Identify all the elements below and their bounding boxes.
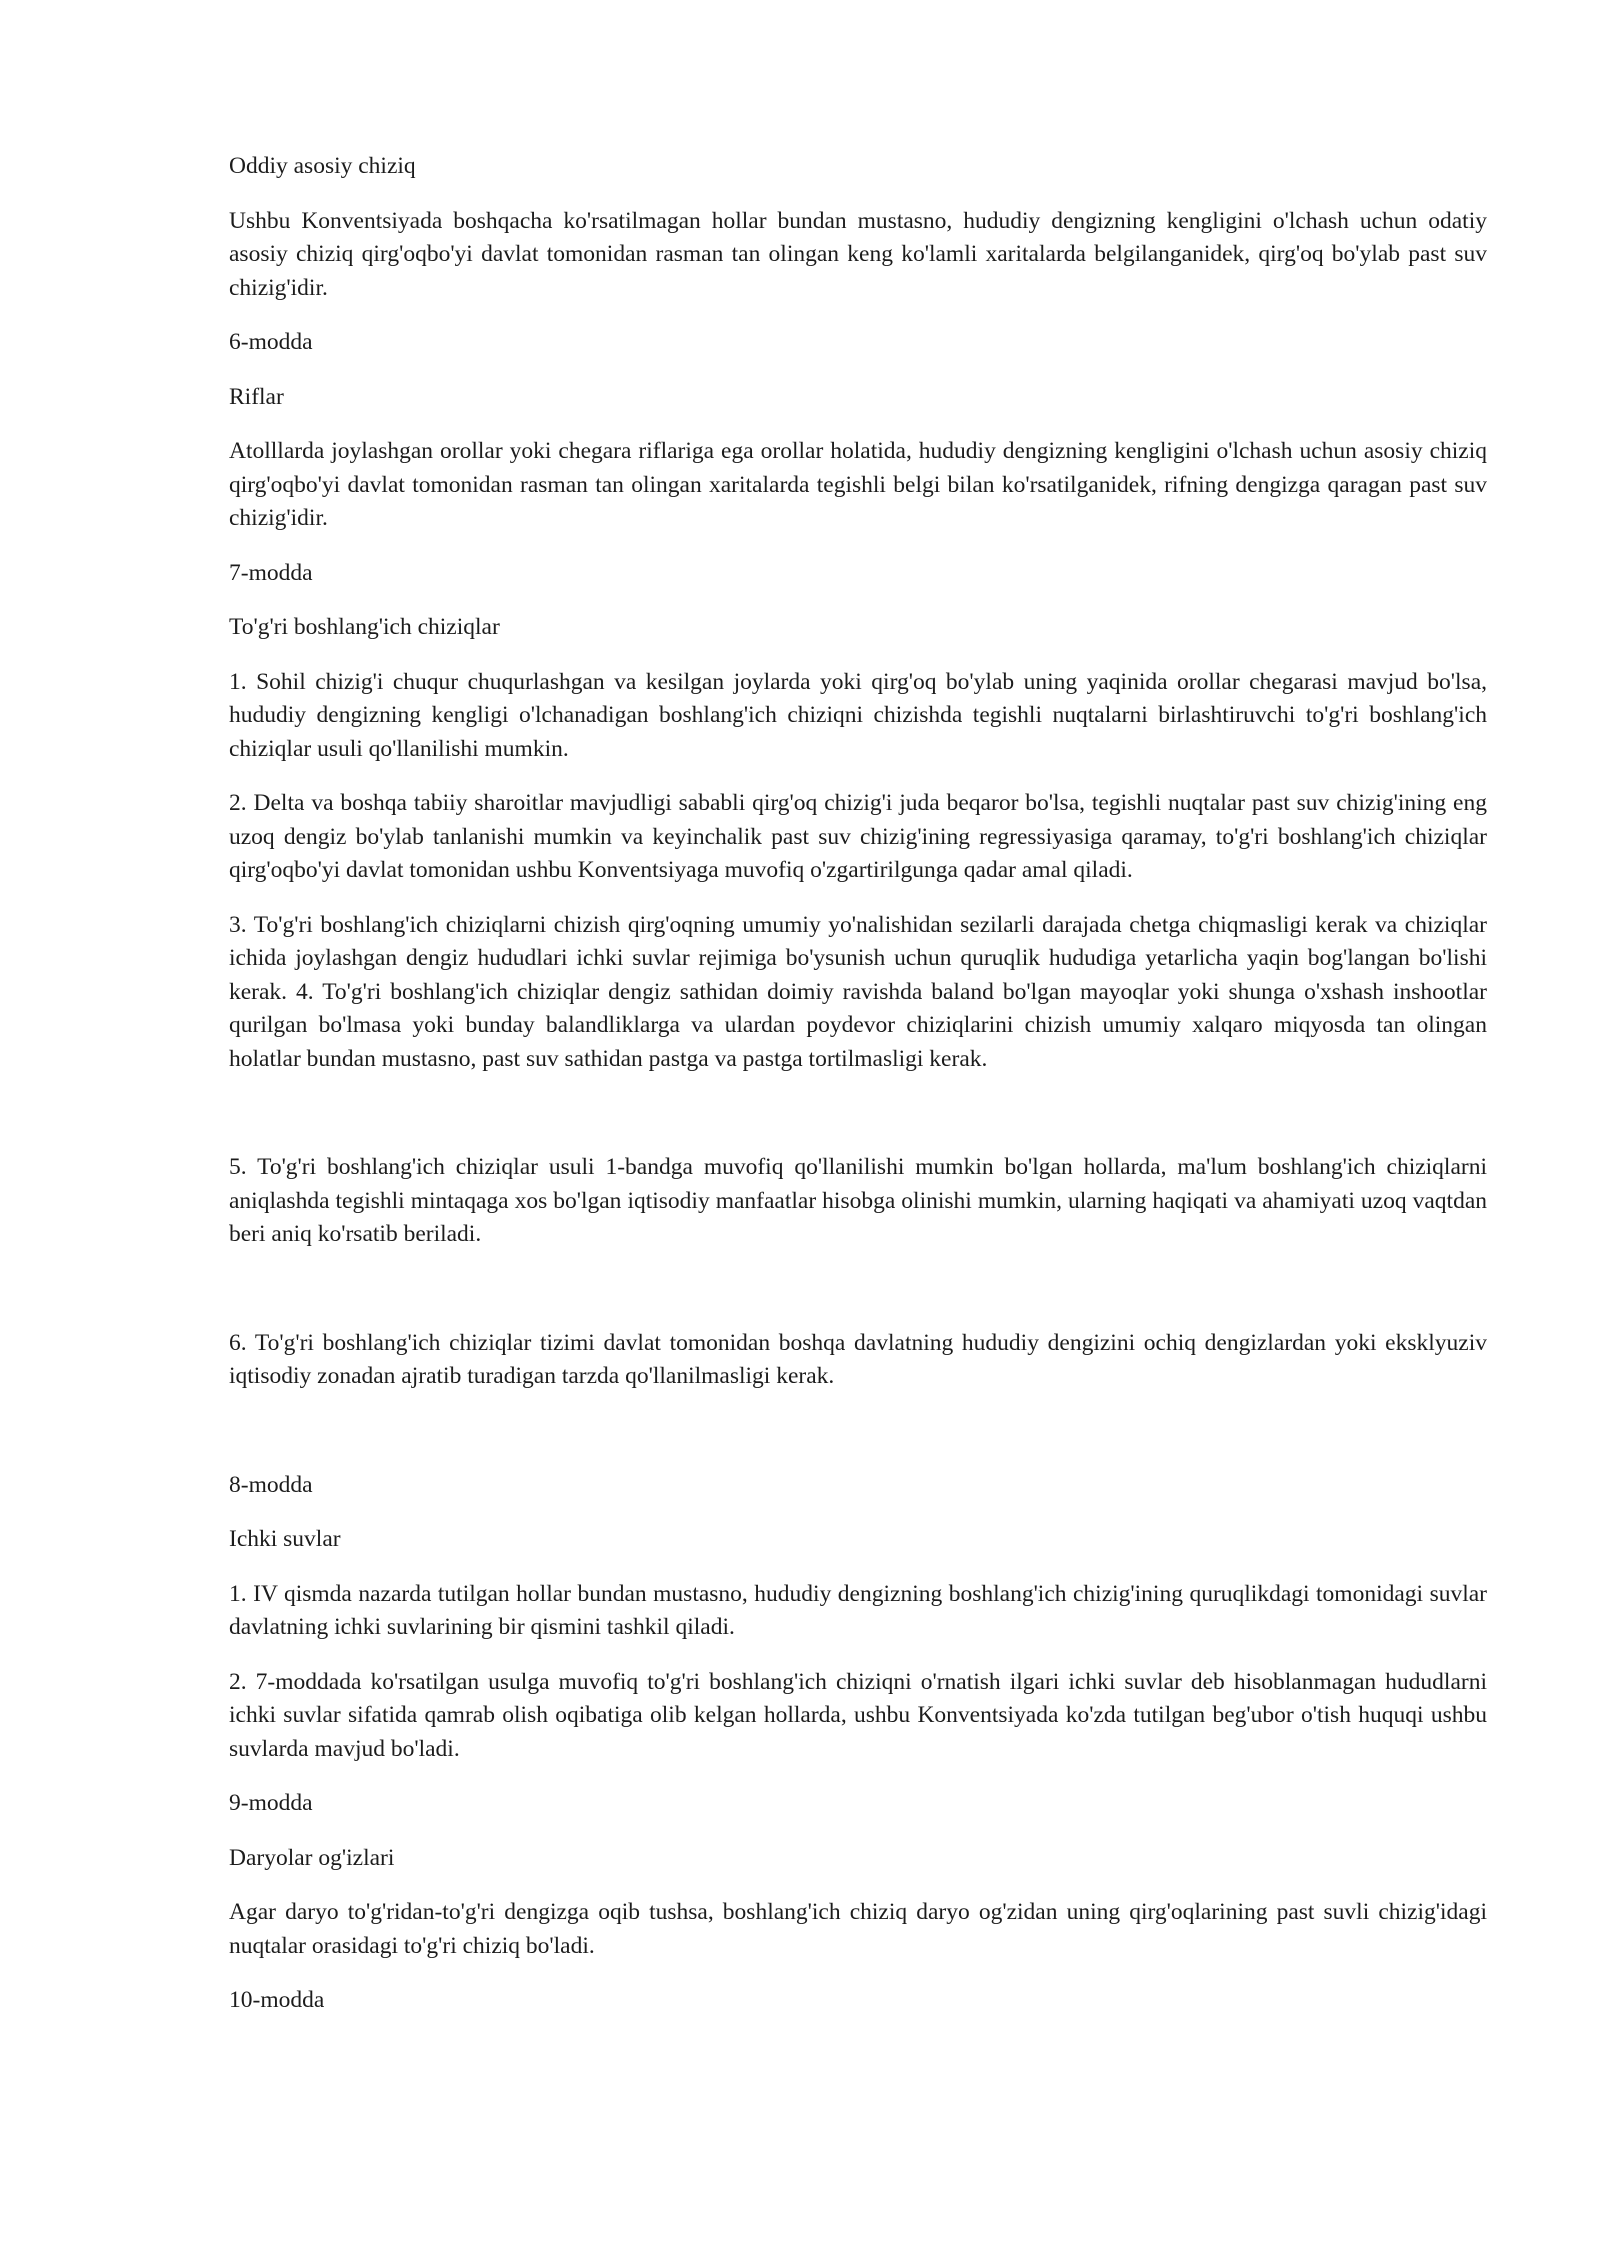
article-title: Daryolar og'izlari: [229, 1844, 395, 1871]
blank-gap: [229, 1415, 1487, 1469]
paragraph: 3. To'g'ri boshlang'ich chiziqlarni chizish qirg'oqning umumiy yo'nalishidan sezilarli darajada chetga chiqmasligi kerak va chiziqlar ichida joylashgan dengiz hududlari ichki suvlar rejimiga bo'ysunish uchun quruqlik hududiga yetarlicha yaqin bog'langan bo'lishi kerak. 4. To'g'ri boshlang'ich chiziqlar dengiz sathidan doimiy ravishda baland bo'lgan mayoqlar yoki shunga o'xshash inshootlar qurilgan bo'lmasa yoki bunday balandliklarga va ulardan poydevor chiziqlarini chizish umumiy xalqaro miqyosda tan olingan holatlar bundan mustasno, past suv sathidan pastga va pastga tortilmasligi kerak.: [229, 911, 1487, 1072]
article-title: Riflar: [229, 383, 284, 410]
paragraph: 1. IV qismda nazarda tutilgan hollar bundan mustasno, hududiy dengizning boshlang'ich chizig'ining quruqlikdagi tomonidagi suvlar davlatning ichki suvlarining bir qismini tashkil qiladi.: [229, 1580, 1487, 1640]
article-title: Ichki suvlar: [229, 1526, 341, 1552]
paragraph: 6. To'g'ri boshlang'ich chiziqlar tizimi davlat tomonidan boshqa davlatning hududiy dengizini ochiq dengizlardan yoki eksklyuziv iqtisodiy zonadan ajratib turadigan tarzda qo'llanilmasligi kerak.: [229, 1329, 1487, 1389]
article-number: 6-modda: [229, 329, 313, 355]
blank-gap: [229, 1097, 1487, 1151]
paragraph: 2. 7-moddada ko'rsatilgan usulga muvofiq to'g'ri boshlang'ich chiziqni o'rnatish ilgari ichki suvlar deb hisoblanmagan hududlarni ichki suvlar sifatida qamrab olish oqibatiga olib kelgan hollarda, ushbu Konventsiyada ko'zda tutilgan beg'ubor o'tish huquqi ushbu suvlarda mavjud bo'ladi.: [229, 1668, 1487, 1762]
article-number: 8-modda: [229, 1471, 313, 1498]
paragraph: Atolllarda joylashgan orollar yoki chegara riflariga ega orollar holatida, hududiy dengizning kengligini o'lchash uchun asosiy chiziq qirg'oqbo'yi davlat tomonidan rasman tan olingan xaritalarda tegishli belgi bilan ko'rsatilganidek, rifning dengizga qaragan past suv chizig'idir.: [229, 438, 1487, 531]
article-number: 10-modda: [229, 1987, 325, 2013]
paragraph: 5. To'g'ri boshlang'ich chiziqlar usuli 1-bandga muvofiq qo'llanilishi mumkin bo'lgan hollarda, ma'lum boshlang'ich chiziqlarni aniqlashda tegishli mintaqaga xos bo'lgan iqtisodiy manfaatlar hisobga olinishi mumkin, ularning haqiqati va ahamiyati uzoq vaqtdan beri aniq ko'rsatib beriladi.: [229, 1154, 1487, 1247]
article-number: 9-modda: [229, 1790, 313, 1816]
paragraph: 1. Sohil chizig'i chuqur chuqurlashgan va kesilgan joylarda yoki qirg'oq bo'ylab uning yaqinida orollar chegarasi mavjud bo'lsa, hududiy dengizning kengligi o'lchanadigan boshlang'ich chiziqni chizishda tegishli nuqtalarni birlashtiruvchi to'g'ri boshlang'ich chiziqlar usuli qo'llanilishi mumkin.: [229, 668, 1487, 762]
article-title: To'g'ri boshlang'ich chiziqlar: [229, 614, 500, 640]
blank-gap: [229, 1273, 1487, 1327]
paragraph: Ushbu Konventsiyada boshqacha ko'rsatilmagan hollar bundan mustasno, hududiy dengizning kengligini o'lchash uchun odatiy asosiy chiziq qirg'oqbo'yi davlat tomonidan rasman tan olingan keng ko'lamli xaritalarda belgilanganidek, qirg'oq bo'ylab past suv chizig'idir.: [229, 207, 1487, 301]
paragraph: Agar daryo to'g'ridan-to'g'ri dengizga oqib tushsa, boshlang'ich chiziq daryo og'zidan uning qirg'oqlarining past suvli chizig'idagi nuqtalar orasidagi to'g'ri chiziq bo'ladi.: [229, 1899, 1487, 1959]
article-number: 7-modda: [229, 559, 313, 586]
paragraph: 2. Delta va boshqa tabiiy sharoitlar mavjudligi sababli qirg'oq chizig'i juda beqaror bo'lsa, tegishli nuqtalar past suv chizig'ining eng uzoq dengiz bo'ylab tanlanishi mumkin va keyinchalik past suv chizig'ining regressiyasiga qaramay, to'g'ri boshlang'ich chiziqlar qirg'oqbo'yi davlat tomonidan ushbu Konventsiyaga muvofiq o'zgartirilgunga qadar amal qiladi.: [229, 790, 1487, 883]
section-heading: Oddiy asosiy chiziq: [229, 153, 416, 179]
document-page: [229, 150, 1487, 2039]
